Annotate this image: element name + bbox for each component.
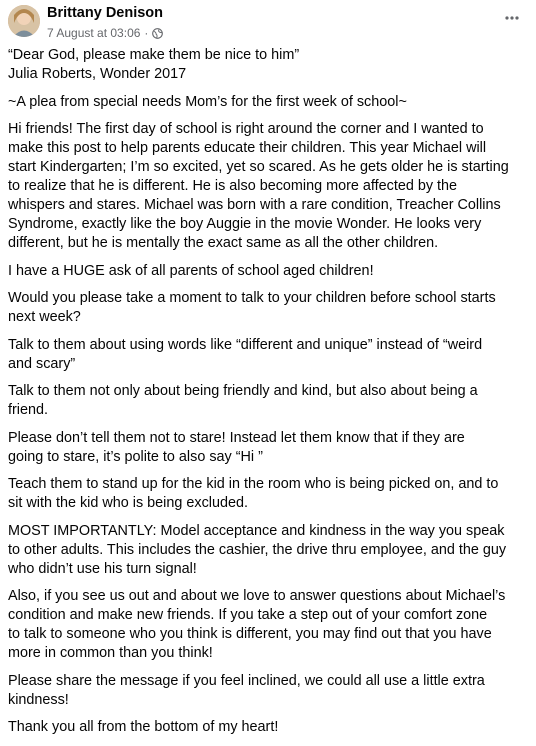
avatar[interactable] xyxy=(8,5,40,37)
post-text-line: sit with the kid who is being excluded. xyxy=(8,495,248,511)
post-paragraph xyxy=(8,289,528,327)
post-text-line: Also, if you see us out and about we love to answer questions about Michael’s xyxy=(8,588,506,604)
post-text-line: start Kindergarten; I’m so excited, yet so scared. As he gets older he is starting xyxy=(8,159,509,175)
post-paragraph xyxy=(8,672,528,710)
post-text-line: and scary” xyxy=(8,355,76,372)
post-paragraph xyxy=(8,120,528,253)
post-text-line: Please share the message if you feel inclined, we could all use a little extra xyxy=(8,672,485,689)
meta-separator: · xyxy=(144,26,149,40)
post-text-line: Please don’t tell them not to stare! Instead let them know that if they are xyxy=(8,429,465,446)
post-body xyxy=(8,46,528,746)
post-text-line: different, but he is mentally the exact same as all the other children. xyxy=(8,235,439,251)
post-text-line: to talk to someone who you think is different, you may find out that you have xyxy=(8,626,492,642)
post-text-line: kindness! xyxy=(8,691,69,708)
post-text-line: Julia Roberts, Wonder 2017 xyxy=(8,66,187,82)
post-text-line: next week? xyxy=(8,309,81,325)
post-text-line: more in common than you think! xyxy=(8,645,213,661)
post-text-line: “Dear God, please make them be nice to him” xyxy=(8,47,300,63)
post-text-line: MOST IMPORTANTLY: Model acceptance and kindness in the way you speak xyxy=(8,522,505,539)
post-text-line: Talk to them not only about being friendly and kind, but also about being a xyxy=(8,383,478,399)
post-text-line: ~A plea from special needs Mom’s for the first week of school~ xyxy=(8,93,407,110)
post-text-line: to realize that he is different. He is also becoming more affected by the xyxy=(8,178,458,194)
more-options-icon xyxy=(505,16,519,20)
post-paragraph xyxy=(8,93,528,112)
post-text-line: Teach them to stand up for the kid in the room who is being picked on, and to xyxy=(8,476,499,492)
post-text-line: going to stare, it’s polite to also say “Hi ” xyxy=(8,448,263,465)
post-text-line: Syndrome, exactly like the boy Auggie in the movie Wonder. He looks very xyxy=(8,216,482,232)
post-timestamp[interactable]: 7 August at 03:06 xyxy=(47,26,141,40)
avatar-image xyxy=(8,5,40,37)
post-text-line: condition and make new friends. If you take a step out of your comfort zone xyxy=(8,607,488,623)
post-paragraph xyxy=(8,336,528,374)
post-paragraph xyxy=(8,475,528,513)
post-paragraph xyxy=(8,382,528,420)
post-text-line: I have a HUGE ask of all parents of school aged children! xyxy=(8,262,374,279)
post-paragraph xyxy=(8,587,528,663)
post-paragraph xyxy=(8,46,528,84)
post-text-line: to other adults. This includes the cashier, the drive thru employee, and the guy xyxy=(8,541,507,558)
post-paragraph xyxy=(8,522,528,579)
post-text-line: Hi friends! The first day of school is right around the corner and I wanted to xyxy=(8,121,484,137)
post-text-line: who didn’t use his turn signal! xyxy=(8,560,197,577)
post-text-line: whispers and stares. Michael was born with a rare condition, Treacher Collins xyxy=(8,197,501,213)
post-paragraph xyxy=(8,718,528,737)
more-options-button[interactable] xyxy=(502,10,522,26)
post-text-line: make this post to help parents educate their children. This year Michael will xyxy=(8,140,487,156)
post-text-line: Thank you all from the bottom of my heart! xyxy=(8,719,279,735)
post-author-name[interactable]: Brittany Denison xyxy=(47,5,164,21)
post-text-line: Talk to them about using words like “different and unique” instead of “weird xyxy=(8,336,483,353)
post-paragraph xyxy=(8,429,528,467)
post-text-line: Would you please take a moment to talk to your children before school starts xyxy=(8,290,496,306)
post-meta xyxy=(47,26,163,40)
post-paragraph xyxy=(8,262,528,281)
globe-icon[interactable] xyxy=(152,28,163,39)
post-text-line: friend. xyxy=(8,402,48,418)
